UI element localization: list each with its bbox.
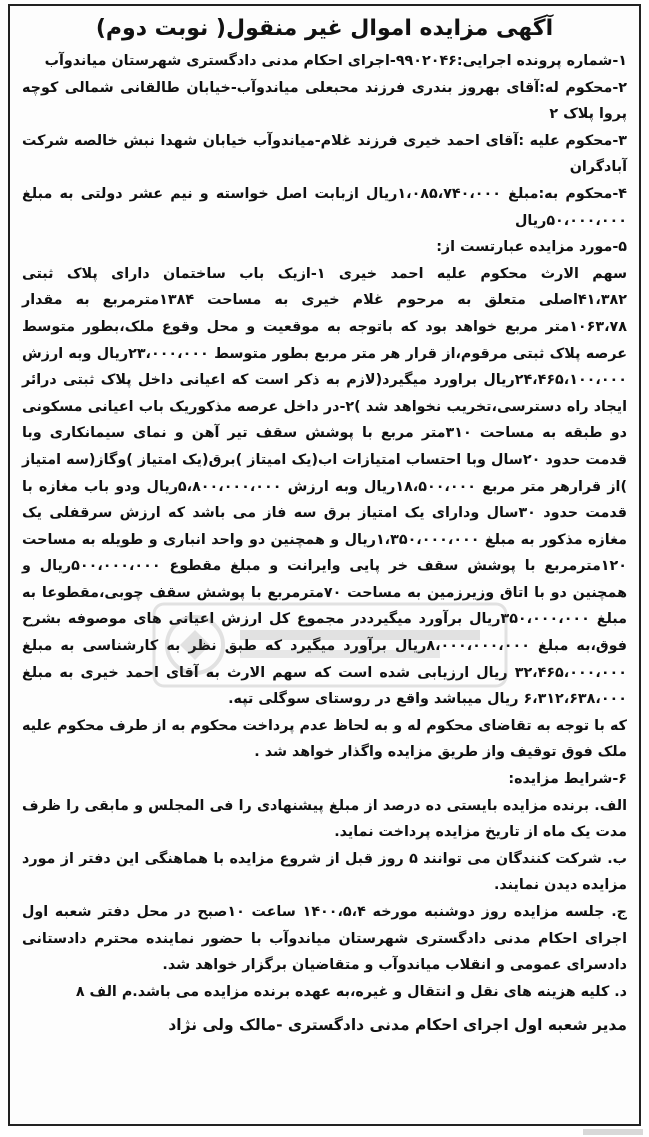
item-plaintiff: ۲-محکوم له:آقای بهروز بندری فرزند محبعلی میاندوآب-خیابان طالقانی شمالی کوچه پروا پلاک ۲: [22, 79, 627, 123]
item-defendant: ۳-محکوم علیه :آقای احمد خیری فرزند غلام-میاندوآب خیابان شهدا نبش خالصه شرکت آبادگران: [22, 132, 627, 176]
item-seizure-statement: که با توجه به تقاضای محکوم له و به لحاظ عدم پرداخت محکوم به از طرف محکوم علیه ملک فوق توقیف واز طریق مزایده واگذار خواهد شد .: [22, 717, 627, 761]
item-case-number: ۱-شماره پرونده اجرایی:۹۹۰۲۰۴۶-اجرای احکام مدنی دادگستری شهرستان میاندوآب: [44, 53, 627, 69]
notice-title: آگهی مزایده اموال غیر منقول( نوبت دوم): [95, 16, 554, 41]
signature-line: مدیر شعبه اول اجرای احکام مدنی دادگستری -مالک ولی نژاد: [168, 1016, 627, 1035]
condition-b: ب. شرکت کنندگان می توانند ۵ روز قبل از شروع مزایده با هماهنگی این دفتر از مورد مزایده دیدن نمایند.: [22, 850, 627, 894]
item-property-description: سهم الارث محکوم علیه احمد خیری ۱-ازیک باب ساختمان دارای پلاک ثبتی ۴۱،۳۸۲اصلی متعلق به مرحوم غلام خیری به مساحت ۱۳۸۴مترمربع به مقدار ۱۰۶۳،۷۸متر مربع خواهد بود که باتوجه به موقعیت و محل وقوع ملک،بطور متوسط عرصه پلاک ثبتی مرقوم،از قرار هر متر مربع بطور متوسط ۲۳،۰۰۰،۰۰۰ریال وبه ارزش ۲۴،۴۶۵،۱۰۰،۰۰۰ریال براورد میگیرد(لازم به ذکر است که اعیانی داخل پلاک ثبتی درائر ایجاد راه دسترسی،تخریب نخواهد شد )۲-در داخل عرصه مذکوریک باب اعیانی مسکونی دو طبقه به مساحت ۳۱۰متر مربع با پوشش سقف تیر آهن و نمای سیمانکاری وبا قدمت حدود ۲۰سال وبا احتساب امتیازات اب(یک امیتاز )برق(یک امتیاز )وگاز(سه امتیاز )از قرارهر متر مربع ۱۸،۵۰۰،۰۰۰ریال وبه ارزش ۵،۸۰۰،۰۰۰،۰۰۰ریال ودو باب مغازه با قدمت حدود ۳۰سال ودارای یک امتیاز برق سه فاز می باشد که ارزش سرقفلی یک مغازه مذکور به مبلغ ۱،۳۵۰،۰۰۰،۰۰۰ریال و همچنین دو واحد انباری و طویله به مساحت ۱۲۰مترمربع با پوشش سقف خر پایی وایرانت و مبلغ مقطوع ۵۰۰،۰۰۰،۰۰۰ریال و همچنین دو با اتاق وزیرزمین به مساحت ۷۰مترمربع با پوشش سقف چوبی،مقطوعا به مبلغ ۳۵۰،۰۰۰،۰۰۰ریال برآورد میگیرددر مجموع کل ارزش اعیانی های موصوفه بشرح فوق،به مبلغ ۸،۰۰۰،۰۰۰،۰۰۰ریال برآورد میگیرد که طبق نظر به کارشناسی به مبلغ ۳۲،۴۶۵،۰۰۰،۰۰۰ ریال ارزیابی شده است که سهم الارث به آقای احمد خیری به مبلغ ۶،۳۱۲،۶۳۸،۰۰۰ ریال میباشد واقع در روستای سوگلی تپه.: [22, 265, 628, 708]
condition-a: الف. برنده مزایده بایستی ده درصد از مبلغ پیشنهادی را فی المجلس و مابقی را ظرف مدت یک ماه از تاریخ مزایده پرداخت نماید.: [22, 797, 627, 841]
item-judgment-amount: ۴-محکوم به:مبلغ ۱،۰۸۵،۷۴۰،۰۰۰ریال ازبابت اصل خواسته و نیم عشر دولتی به مبلغ ۵۰،۰۰۰،۰۰۰ریال: [22, 185, 627, 229]
auction-notice: [8, 4, 641, 1126]
condition-d: د. کلیه هزینه های نقل و انتقال و غیره،به عهده برنده مزایده می باشد.م الف ۸: [75, 983, 627, 1000]
item-auction-subject-heading: ۵-مورد مزایده عبارتست از:: [436, 239, 627, 256]
page-edge-mark: [583, 1129, 643, 1135]
item-conditions-heading: ۶-شرایط مزایده:: [508, 771, 627, 788]
condition-c: ج. جلسه مزایده روز دوشنبه مورخه ۱۴۰۰،۵،۴ ساعت ۱۰صبح در محل دفتر شعبه اول اجرای احکام مدنی دادگستری شهرستان میاندوآب با حضور نماینده محترم دادستانی دادسرای عمومی و انقلاب میاندوآب و متقاضیان برگزار خواهد شد.: [22, 904, 627, 974]
